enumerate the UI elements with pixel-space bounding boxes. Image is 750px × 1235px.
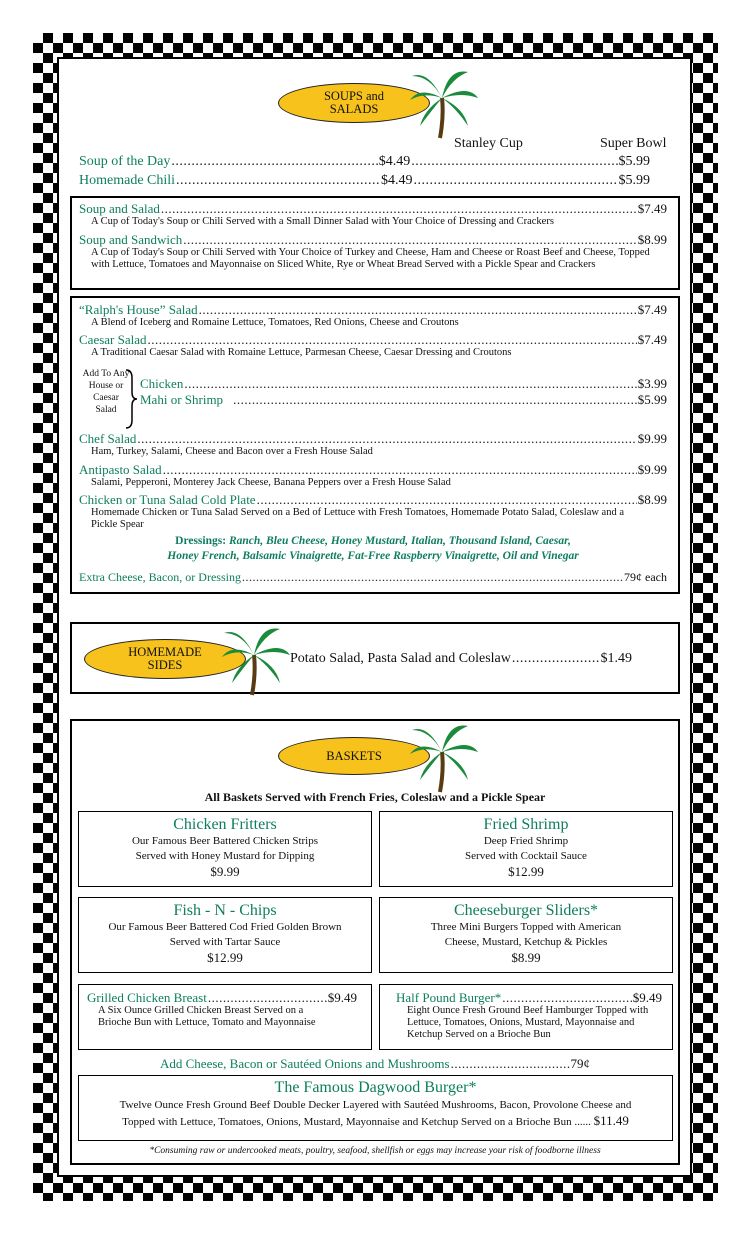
basket-addon: Add Cheese, Bacon or Sautéed Onions and Mushrooms ..... 79¢ <box>160 1056 590 1072</box>
disclaimer: *Consuming raw or undercooked meats, poultry, seafood, shellfish or eggs may increase your risk of foodborne illness <box>149 1146 601 1156</box>
addon-item: Chicken ..... $3.99 <box>140 376 667 392</box>
combo-item: Soup and Sandwich ..... $8.99 <box>79 232 667 248</box>
addon-item: Mahi or Shrimp ..... $5.99 <box>140 392 667 408</box>
basket-card: Grilled Chicken Breast ..... $9.49 A Six Ounce Grilled Chicken Breast Served on a Brioche Bun with Lettuce, Tomato and Mayonnaise <box>78 984 372 1050</box>
basket-card: Half Pound Burger* ..... $9.49 Eight Ounce Fresh Ground Beef Hamburger Topped with Lettuce, Tomatoes, Onions, Mustard, Mayonnaise and Ketchup Served on a Brioche Bun <box>379 984 673 1050</box>
soup-row: Homemade Chili ..... $4.49 ..... $5.99 <box>79 173 650 189</box>
soup-row: Soup of the Day ..... $4.49 ..... $5.99 <box>79 154 650 170</box>
combo-desc: A Cup of Today's Soup or Chili Served with Your Choice of Turkey and Cheese, Ham and Cheese or Roast Beef and Cheese, Topped with Lettuce, Tomatoes and Mayonnaise on Sliced White, Rye or Wheat Bread Served with a Pickle Spear and Crackers <box>91 247 650 270</box>
palm-tree-icon <box>222 625 292 697</box>
dressings-list: Dressings: Ranch, Bleu Cheese, Honey Mustard, Italian, Thousand Island, Caesar, Honey French, Balsamic Vinaigrette, Fat-Free Raspberry Vinaigrette, Oil and Vinegar <box>167 535 579 562</box>
brace-icon <box>124 368 138 430</box>
salad-desc: Salami, Pepperoni, Monterey Jack Cheese, Banana Peppers over a Fresh House Salad <box>91 477 451 488</box>
salad-item: Antipasto Salad ..... $9.99 <box>79 462 667 478</box>
basket-card: Chicken Fritters Our Famous Beer Battered Chicken Strips Served with Honey Mustard for Dipping $9.99 <box>78 811 372 887</box>
combo-item: Soup and Salad ..... $7.49 <box>79 201 667 217</box>
salad-desc: Homemade Chicken or Tuna Salad Served on a Bed of Lettuce with Fresh Tomatoes, Homemade Potato Salad, Coleslaw and a Pickle Spear <box>91 507 625 530</box>
col-header-cup: Stanley Cup <box>454 136 523 151</box>
basket-card: Fish - N - Chips Our Famous Beer Battered Cod Fried Golden Brown Served with Tartar Sauce $12.99 <box>78 897 372 973</box>
combo-desc: A Cup of Today's Soup or Chili Served with a Small Dinner Salad with Your Choice of Dressing and Crackers <box>91 216 554 227</box>
basket-card: Fried Shrimp Deep Fried Shrimp Served with Cocktail Sauce $12.99 <box>379 811 673 887</box>
salad-desc: Ham, Turkey, Salami, Cheese and Bacon over a Fresh House Salad <box>91 446 373 457</box>
salad-item: Chef Salad ..... $9.99 <box>79 431 667 447</box>
baskets-note: All Baskets Served with French Fries, Coleslaw and a Pickle Spear <box>204 790 546 804</box>
salad-desc: A Traditional Caesar Salad with Romaine Lettuce, Parmesan Cheese, Caesar Dressing and Croutons <box>91 347 512 358</box>
sides-banner: HOMEMADE SIDES <box>84 639 246 679</box>
palm-tree-icon <box>410 722 480 794</box>
col-header-bowl: Super Bowl <box>600 136 667 151</box>
salad-desc: A Blend of Iceberg and Romaine Lettuce, Tomatoes, Red Onions, Cheese and Croutons <box>91 317 459 328</box>
salad-item: Chicken or Tuna Salad Cold Plate ..... $8.99 <box>79 492 667 508</box>
dagwood-card: The Famous Dagwood Burger* Twelve Ounce Fresh Ground Beef Double Decker Layered with Sautéed Mushrooms, Bacon, Provolone Cheese and Topped with Lettuce, Tomatoes, Onions, Mustard, Mayonnaise and Ketchup Served on a Brioche Bun ...... $11.49 <box>78 1075 673 1141</box>
palm-tree-icon <box>410 68 480 140</box>
soups-banner: SOUPS and SALADS <box>278 83 430 123</box>
addon-note: Add To Any House or Caesar Salad <box>82 369 130 415</box>
sides-item: Potato Salad, Pasta Salad and Coleslaw ..... $1.49 <box>290 651 632 667</box>
basket-card: Cheeseburger Sliders* Three Mini Burgers Topped with American Cheese, Mustard, Ketchup & Pickles $8.99 <box>379 897 673 973</box>
salad-item: Caesar Salad ..... $7.49 <box>79 332 667 348</box>
extra-item: Extra Cheese, Bacon, or Dressing ..... 79¢ each <box>79 570 667 585</box>
salad-item: “Ralph's House” Salad ..... $7.49 <box>79 302 667 318</box>
baskets-banner: BASKETS <box>278 737 430 775</box>
